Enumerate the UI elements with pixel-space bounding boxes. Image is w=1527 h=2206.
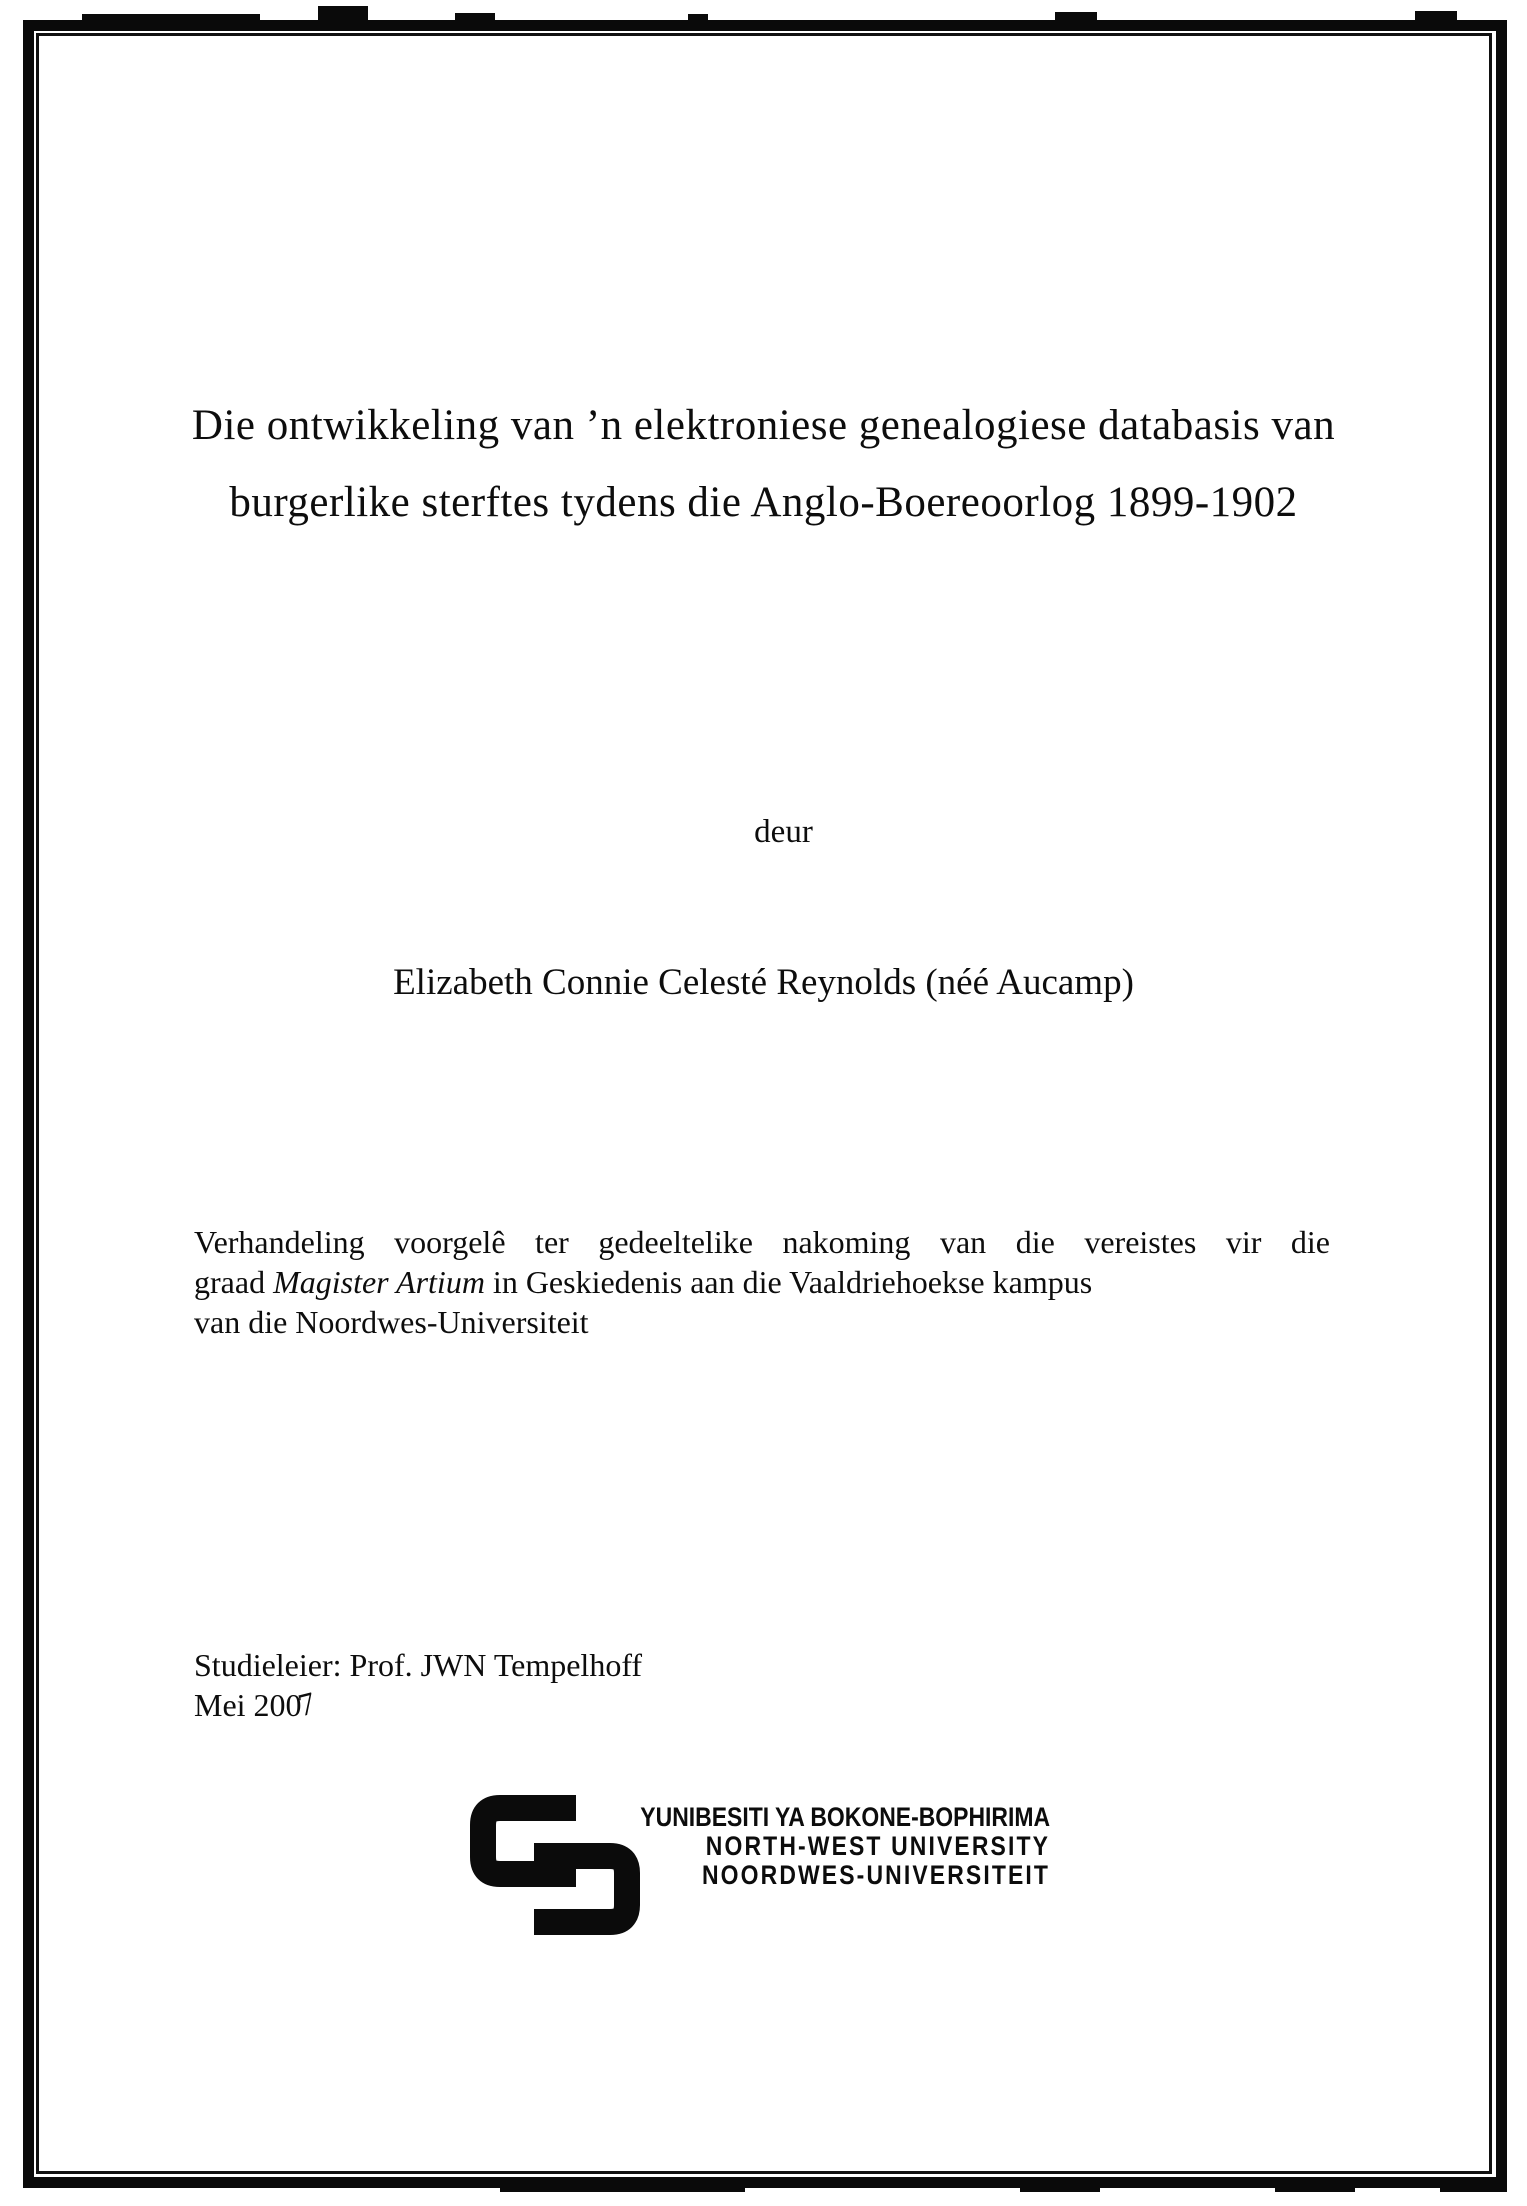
- degree-statement-line-2-post: in Geskiedenis aan die Vaaldriehoekse kampus: [484, 1264, 1093, 1300]
- author-name: Elizabeth Connie Celesté Reynolds (néé Aucamp): [393, 962, 1134, 1003]
- degree-name-italic: Magister Artium: [273, 1264, 485, 1300]
- supervisor-block: [194, 1645, 642, 1725]
- thesis-title-line-1: Die ontwikkeling van ’n elektroniese genealogiese databasis van: [191, 402, 1336, 449]
- nwu-logo-icon: [470, 1795, 640, 1935]
- scan-artifact: [455, 13, 495, 21]
- date-last-digit: 7: [294, 1684, 319, 1724]
- supervisor-line: Studieleier: Prof. JWN Tempelhoff: [194, 1647, 643, 1683]
- date-line: [194, 1685, 642, 1725]
- scan-artifact: [1440, 2186, 1507, 2192]
- nwu-logo-wordmark: [640, 1803, 1050, 1890]
- scan-artifact: [688, 14, 708, 21]
- degree-statement-line-2: [194, 1262, 1330, 1302]
- scan-artifact: [82, 14, 260, 21]
- byline-word: deur: [754, 814, 813, 850]
- degree-statement-line-2-pre: graad: [194, 1264, 274, 1300]
- scan-artifact: [1055, 12, 1097, 21]
- degree-statement-line-3: van die Noordwes-Universiteit: [194, 1304, 589, 1340]
- scan-artifact: [1415, 11, 1457, 21]
- thesis-title: [0, 387, 1527, 541]
- nwu-logo-line-english: NORTH-WEST UNIVERSITY: [705, 1831, 1050, 1861]
- date-prefix: Mei 200: [194, 1687, 302, 1723]
- scan-artifact: [318, 6, 368, 21]
- scan-artifact: [1275, 2187, 1355, 2192]
- thesis-title-line-2: burgerlike sterftes tydens die Anglo-Boereoorlog 1899-1902: [229, 479, 1298, 526]
- scan-artifact: [500, 2188, 745, 2192]
- nwu-logo-link-bottom: [534, 1856, 627, 1922]
- degree-statement: [194, 1222, 1330, 1342]
- degree-statement-line-1: Verhandeling voorgelê ter gedeeltelike nakoming van die vereistes vir die: [194, 1224, 1330, 1260]
- nwu-logo-line-setswana: YUNIBESITI YA BOKONE-BOPHIRIMA: [640, 1802, 1050, 1832]
- scan-artifact: [1020, 2187, 1100, 2192]
- nwu-logo-line-afrikaans: NOORDWES-UNIVERSITEIT: [701, 1860, 1050, 1890]
